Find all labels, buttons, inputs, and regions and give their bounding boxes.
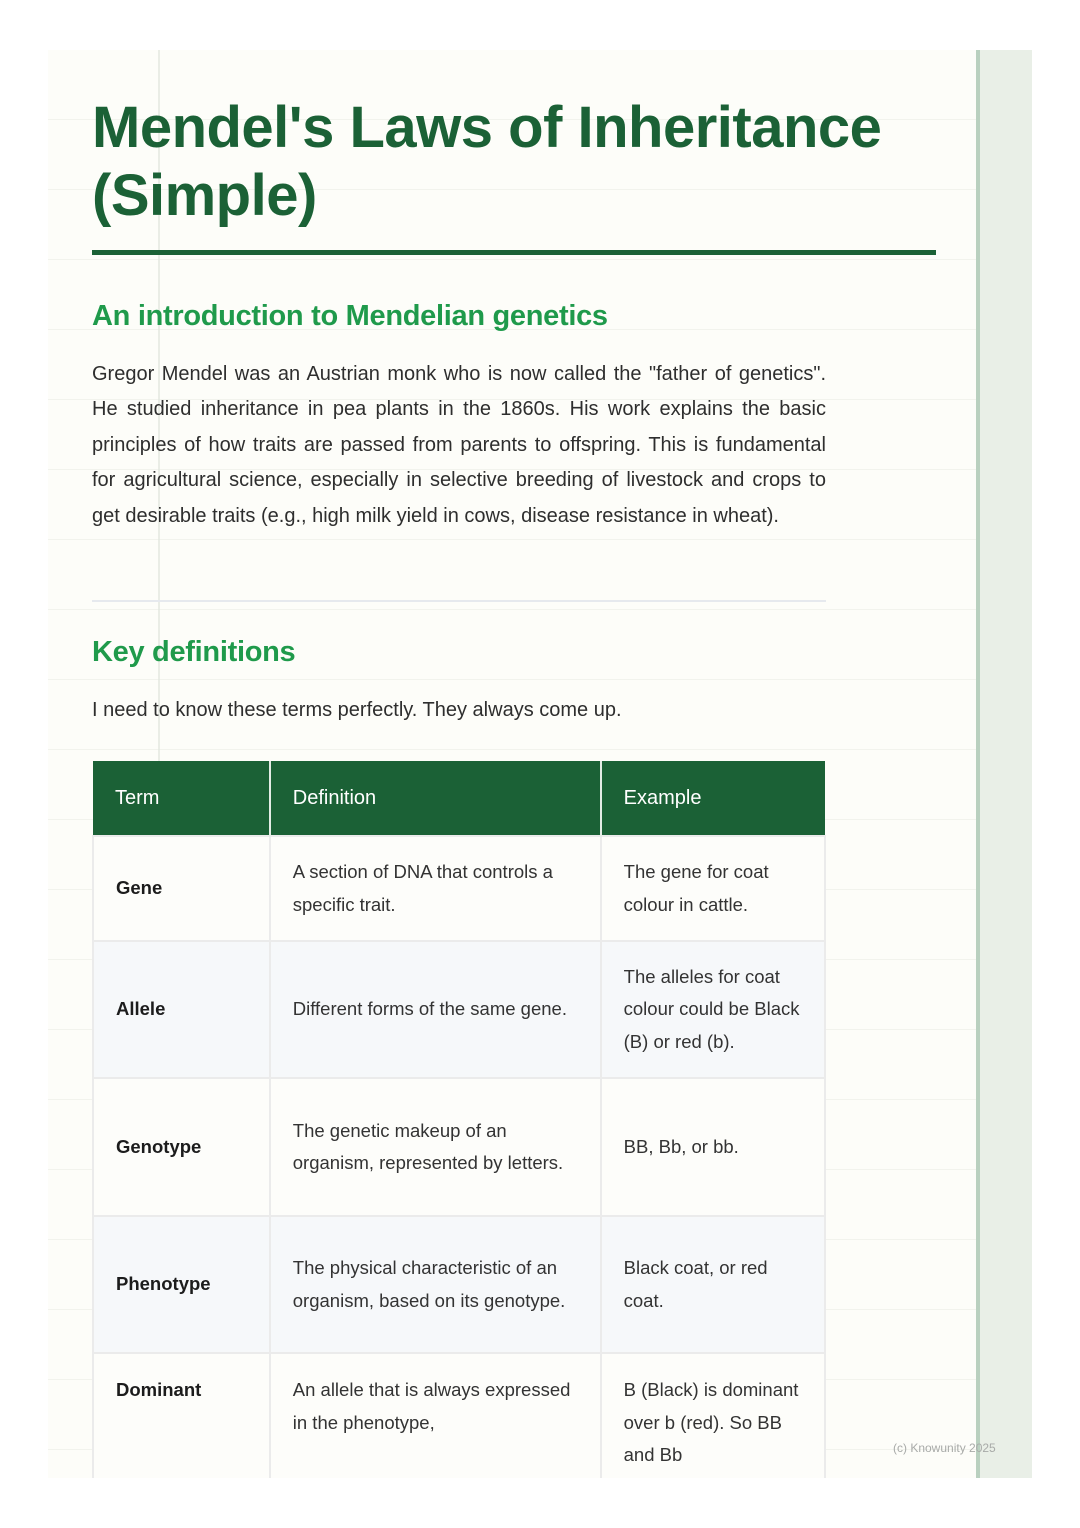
term-cell: Allele bbox=[93, 941, 270, 1078]
example-cell: The gene for coat colour in cattle. bbox=[601, 836, 825, 941]
header-example: Example bbox=[601, 761, 825, 836]
term-cell: Gene bbox=[93, 836, 270, 941]
example-cell: BB, Bb, or bb. bbox=[601, 1078, 825, 1216]
header-definition: Definition bbox=[270, 761, 601, 836]
definition-cell: Different forms of the same gene. bbox=[270, 941, 601, 1078]
title-rule bbox=[92, 250, 936, 255]
table-row bbox=[93, 1216, 825, 1353]
term-cell: Genotype bbox=[93, 1078, 270, 1216]
example-cell: Black coat, or red coat. bbox=[601, 1216, 825, 1353]
definitions-table bbox=[92, 761, 826, 1478]
definition-cell: The physical characteristic of an organism, based on its genotype. bbox=[270, 1216, 601, 1353]
table-row bbox=[93, 1078, 825, 1216]
definitions-heading: Key definitions bbox=[92, 636, 296, 668]
table-header-row bbox=[93, 761, 825, 836]
definition-cell: The genetic makeup of an organism, represented by letters. bbox=[270, 1078, 601, 1216]
right-margin-strip bbox=[976, 50, 1032, 1478]
term-cell: Dominant bbox=[93, 1353, 270, 1478]
example-cell: B (Black) is dominant over b (red). So BB and Bb bbox=[601, 1353, 825, 1478]
definitions-intro: I need to know these terms perfectly. They always come up. bbox=[92, 699, 622, 721]
document-page bbox=[48, 50, 976, 1478]
table-row bbox=[93, 1353, 825, 1478]
header-term: Term bbox=[93, 761, 270, 836]
term-cell: Phenotype bbox=[93, 1216, 270, 1353]
section-divider bbox=[92, 600, 826, 602]
copyright-footer: (c) Knowunity 2025 bbox=[893, 1441, 996, 1455]
definition-cell: A section of DNA that controls a specific trait. bbox=[270, 836, 601, 941]
intro-paragraph: Gregor Mendel was an Austrian monk who is now called the "father of genetics". He studied inheritance in pea plants in the 1860s. His work explains the basic principles of how traits are passed from parents to offspring. This is fundamental for agricultural science, especially in selective breeding of livestock and crops to get desirable traits (e.g., high milk yield in cows, disease resistance in wheat). bbox=[92, 363, 826, 527]
definition-cell: An allele that is always expressed in the phenotype, bbox=[270, 1353, 601, 1478]
table-row bbox=[93, 836, 825, 941]
page-title: Mendel's Laws of Inheritance (Simple) bbox=[92, 95, 882, 228]
example-cell: The alleles for coat colour could be Black (B) or red (b). bbox=[601, 941, 825, 1078]
table-row bbox=[93, 941, 825, 1078]
intro-heading: An introduction to Mendelian genetics bbox=[92, 300, 608, 332]
